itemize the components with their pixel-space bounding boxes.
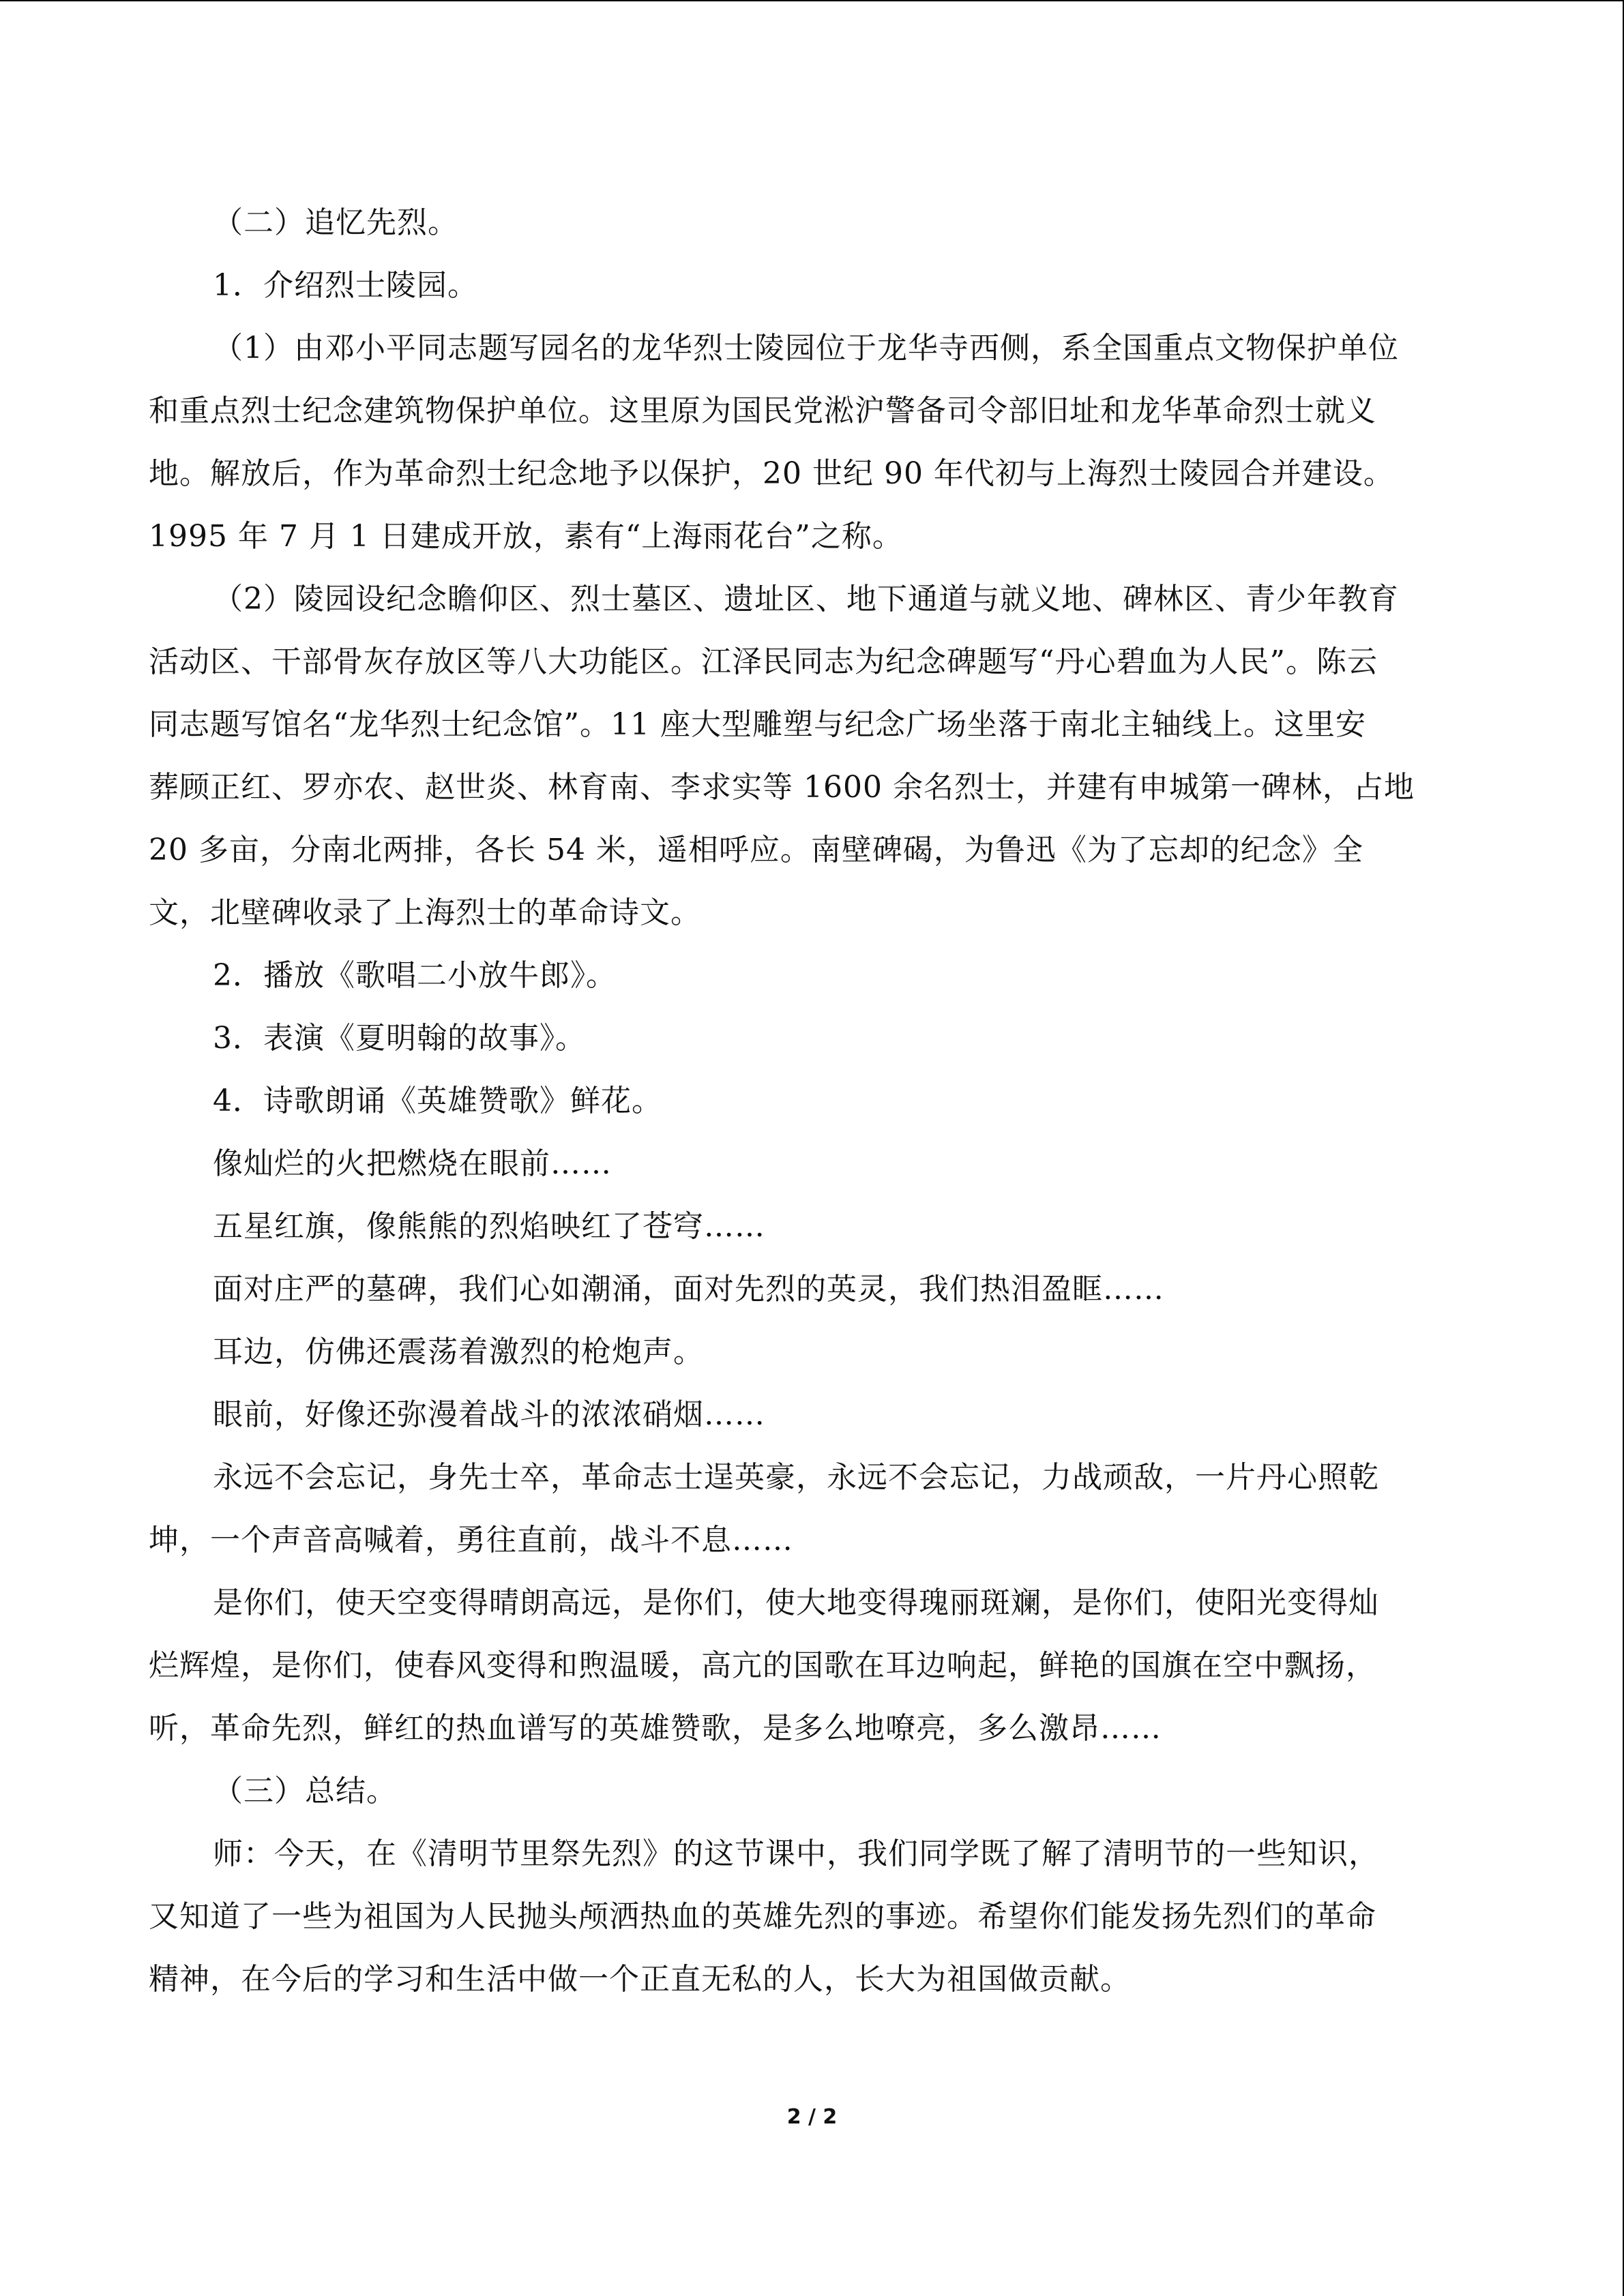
paragraph-line: 精神，在今后的学习和生活中做一个正直无私的人，长大为祖国做贡献。 bbox=[149, 1962, 1131, 1997]
paragraph-line: （2）陵园设纪念瞻仰区、烈士墓区、遗址区、地下通道与就义地、碑林区、青少年教育 bbox=[213, 582, 1399, 616]
paragraph-line: 20 多亩，分南北两排，各长 54 米，遥相呼应。南壁碑碣，为鲁迅《为了忘却的纪念》全 bbox=[149, 833, 1363, 867]
paragraph-line: 师：今天，在《清明节里祭先烈》的这节课中，我们同学既了解了清明节的一些知识， bbox=[213, 1836, 1379, 1871]
section-heading: （三）总结。 bbox=[213, 1774, 397, 1808]
item-heading: 4．诗歌朗诵《英雄赞歌》鲜花。 bbox=[213, 1084, 662, 1118]
item-heading: 2．播放《歌唱二小放牛郎》。 bbox=[213, 958, 617, 993]
poem-line: 像灿烂的火把燃烧在眼前…… bbox=[213, 1146, 612, 1181]
poem-line: 坤，一个声音高喊着，勇往直前，战斗不息…… bbox=[149, 1523, 793, 1557]
poem-line: 面对庄严的墓碑，我们心如潮涌，面对先烈的英灵，我们热泪盈眶…… bbox=[213, 1272, 1164, 1307]
paragraph-line: 活动区、干部骨灰存放区等八大功能区。江泽民同志为纪念碑题写“丹心碧血为人民”。陈云 bbox=[149, 644, 1378, 679]
paragraph-line: 又知道了一些为祖国为人民抛头颅洒热血的英雄先烈的事迹。希望你们能发扬先烈们的革命 bbox=[149, 1899, 1376, 1934]
paragraph-line: （1）由邓小平同志题写园名的龙华烈士陵园位于龙华寺西侧，系全国重点文物保护单位 bbox=[213, 331, 1399, 366]
document-body bbox=[149, 203, 1458, 2023]
poem-line: 永远不会忘记，身先士卒，革命志士逞英豪，永远不会忘记，力战顽敌，一片丹心照乾 bbox=[213, 1460, 1379, 1495]
page-number: 2 / 2 bbox=[786, 2105, 838, 2129]
poem-line: 是你们，使天空变得晴朗高远，是你们，使大地变得瑰丽斑斓，是你们，使阳光变得灿 bbox=[213, 1585, 1379, 1620]
poem-line: 听，革命先烈，鲜红的热血谱写的英雄赞歌，是多么地嘹亮，多么激昂…… bbox=[149, 1711, 1162, 1746]
item-heading: 3．表演《夏明翰的故事》。 bbox=[213, 1021, 586, 1056]
paragraph-line: 1995 年 7 月 1 日建成开放，素有“上海雨花台”之称。 bbox=[149, 519, 903, 554]
item-heading: 1．介绍烈士陵园。 bbox=[213, 268, 478, 303]
paragraph-line: 和重点烈士纪念建筑物保护单位。这里原为国民党淞沪警备司令部旧址和龙华革命烈士就义 bbox=[149, 393, 1376, 428]
paragraph-line: 葬顾正红、罗亦农、赵世炎、林育南、李求实等 1600 余名烈士，并建有申城第一碑林，占地 bbox=[149, 770, 1415, 805]
paragraph-line: 地。解放后，作为革命烈士纪念地予以保护，20 世纪 90 年代初与上海烈士陵园合并建设。 bbox=[149, 456, 1394, 491]
poem-line: 眼前，好像还弥漫着战斗的浓浓硝烟…… bbox=[213, 1397, 765, 1432]
paragraph-line: 同志题写馆名“龙华烈士纪念馆”。11 座大型雕塑与纪念广场坐落于南北主轴线上。这里安 bbox=[149, 707, 1366, 742]
poem-line: 烂辉煌，是你们，使春风变得和煦温暖，高亢的国歌在耳边响起，鲜艳的国旗在空中飘扬， bbox=[149, 1648, 1376, 1683]
poem-line: 耳边，仿佛还震荡着激烈的枪炮声。 bbox=[213, 1335, 704, 1369]
section-heading: （二）追忆先烈。 bbox=[213, 205, 458, 240]
paragraph-line: 文，北壁碑收录了上海烈士的革命诗文。 bbox=[149, 895, 701, 930]
poem-line: 五星红旗，像熊熊的烈焰映红了苍穹…… bbox=[213, 1209, 765, 1244]
